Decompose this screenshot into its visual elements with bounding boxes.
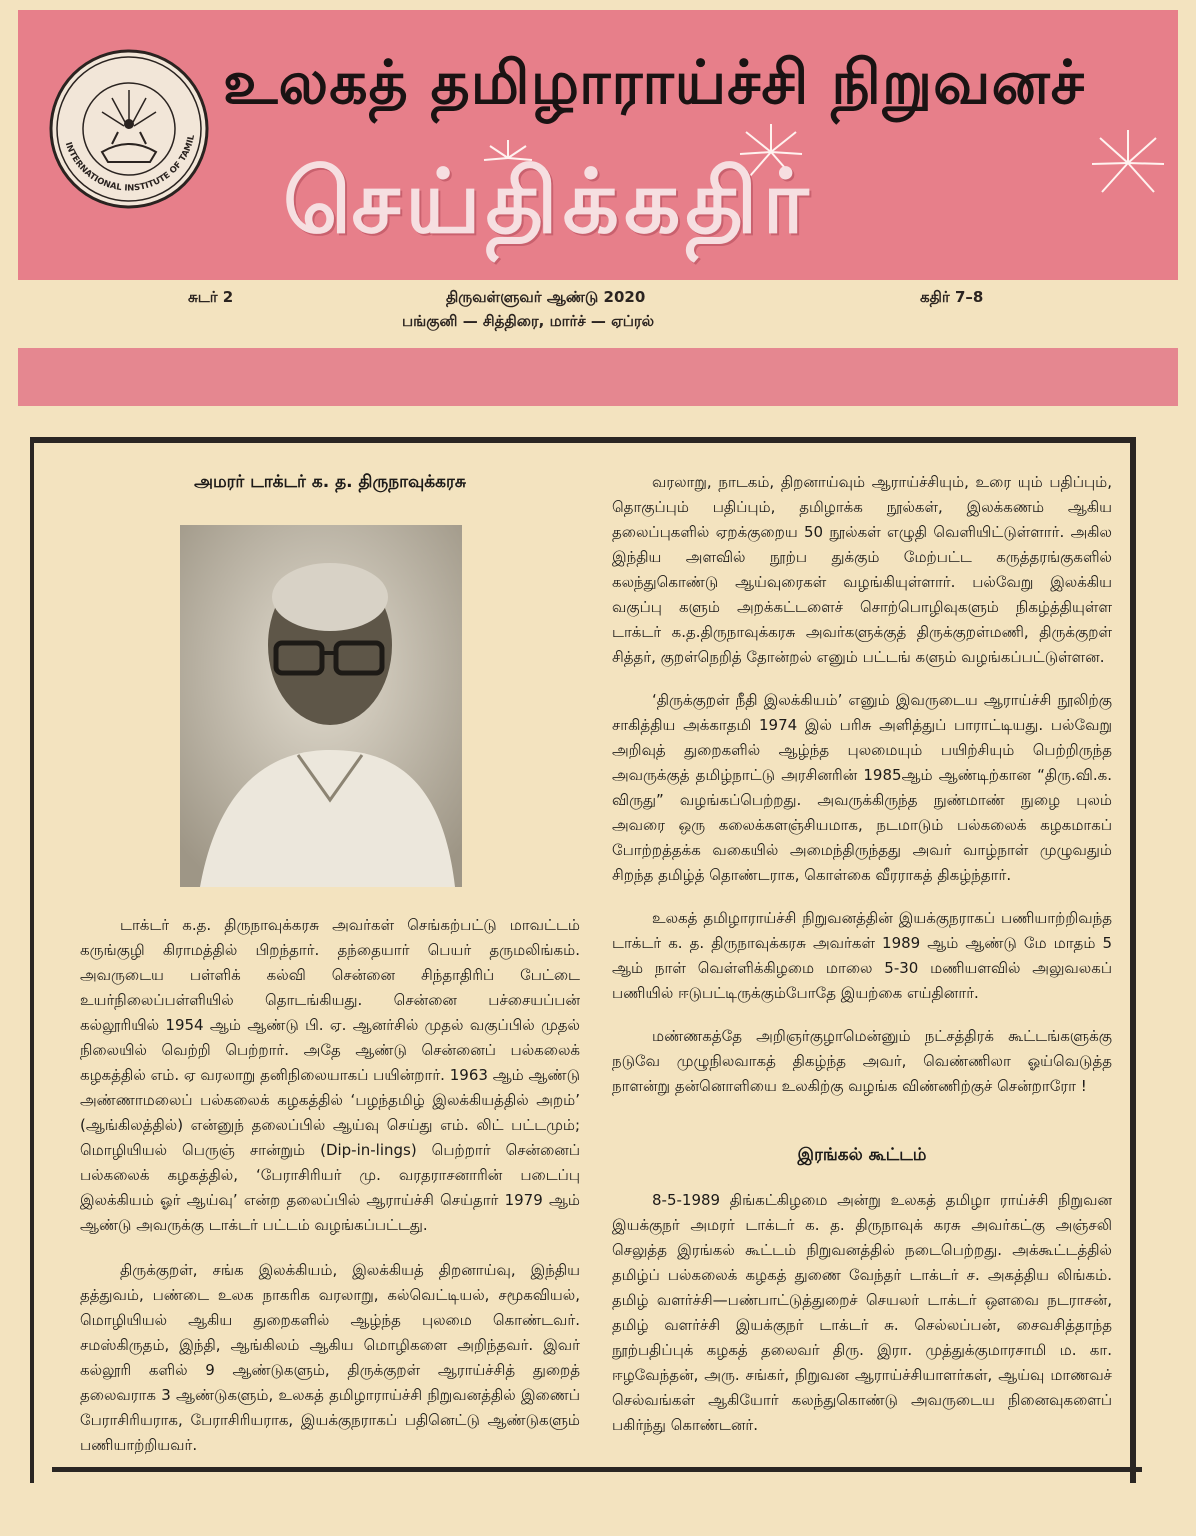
left-column: [80, 913, 580, 1458]
issue-year: திருவள்ளுவர் ஆண்டு 2020: [446, 288, 646, 306]
portrait-photo: [180, 525, 462, 887]
issue-number: கதிர் 7–8: [920, 288, 984, 306]
article-title: அமரர் டாக்டர் க. த. திருநாவுக்கரசு: [194, 472, 466, 492]
bio-paragraph: டாக்டர் க.த. திருநாவுக்கரசு அவர்கள் செங்கற்பட்டு மாவட்டம் கருங்குழி கிராமத்தில் பிறந்தார். தந்தையார் பெயர் தருமலிங்கம். அவருடைய பள்ளிக் கல்வி சென்னை சிந்தாதிரிப் பேட்டை உயர்நிலைப்பள்ளியில் தொடங்கியது. சென்னை பச்சையப்பன் கல்லூரியில் 1954 ஆம் ஆண்டு பி. ஏ. ஆனர்சில் முதல் வகுப்பில் முதல் நிலையில் வெற்றி பெற்றார். அதே ஆண்டு சென்னைப் பல்கலைக் கழகத்தில் எம். ஏ வரலாறு தனிநிலையாகப் பயின்றார். 1963 ஆம் ஆண்டு அண்ணாமலைப் பல்கலைக் கழகத்தில் ‘பழந்தமிழ் இலக்கியத்தில் அறம்’ (ஆங்கிலத்தில்) என்னுந் தலைப்பில் ஆய்வு செய்து எம். லிட் பட்டமும்; மொழியியல் பெருஞ் சான்றும் (Dip-in-lings) பெற்றார் சென்னைப் பல்கலைக் கழகத்தில், ‘பேராசிரியர் மு. வரதராசனாரின் படைப்பு இலக்கியம் ஓர் ஆய்வு’ என்ற தலைப்பில் ஆராய்ச்சி செய்தார் 1979 ஆம் ஆண்டு அவருக்கு டாக்டர் பட்டம் வழங்கப்பட்டது.: [80, 916, 580, 1234]
condolence-heading: இரங்கல் கூட்டம்: [797, 1145, 927, 1165]
svg-text:INTERNATIONAL INSTITUTE OF TAM: INTERNATIONAL INSTITUTE OF TAMIL: [62, 133, 198, 194]
bio-paragraph: வரலாறு, நாடகம், திறனாய்வும் ஆராய்ச்சியும், உரை யும் பதிப்பும், தொகுப்பும் பதிப்பும், தமிழாக்க நூல்கள், இலக்கணம் ஆகிய தலைப்புகளில் ஏறக்குறைய 50 நூல்கள் எழுதி வெளியிட்டுள்ளார். அகில இந்திய அளவில் நூற்ப துக்கும் மேற்பட்ட கருத்தரங்குகளில் கலந்துகொண்டு ஆய்வுரைகள் வழங்கியுள்ளார். பல்வேறு இலக்கிய வகுப்பு களும் அறக்கட்டளைச் சொற்பொழிவுகளும் நிகழ்த்தியுள்ள டாக்டர் க.த.திருநாவுக்கரசு அவர்களுக்குத் திருக்குறள்மணி, திருக்குறள் சித்தர், குறள்நெறித் தோன்றல் எனும் பட்டங் களும் வழங்கப்பட்டுள்ளன.: [612, 473, 1112, 666]
issue-volume: சுடர் 2: [188, 288, 234, 306]
bio-paragraph: உலகத் தமிழாராய்ச்சி நிறுவனத்தின் இயக்குநராகப் பணியாற்றிவந்த டாக்டர் க. த. திருநாவுக்கரசு அவர்கள் 1989 ஆம் ஆண்டு மே மாதம் 5 ஆம் நாள் வெள்ளிக்கிழமை மாலை 5-30 மணியளவில் அலுவலகப் பணியில் ஈடுபட்டிருக்கும்போதே இயற்கை எய்தினார்.: [612, 909, 1112, 1002]
issue-months: பங்குனி — சித்திரை, மார்ச் — ஏப்ரல்: [402, 312, 655, 330]
newsletter-title-line1: உலகத் தமிழாராய்ச்சி நிறுவனச்: [223, 48, 1085, 118]
bio-paragraph: திருக்குறள், சங்க இலக்கியம், இலக்கியத் திறனாய்வு, இந்திய தத்துவம், பண்டை உலக நாகரிக வரலாறு, கல்வெட்டியல், சமூகவியல், மொழியியல் ஆகிய துறைகளில் ஆழ்ந்த புலமை கொண்டவர். சமஸ்கிருதம், இந்தி, ஆங்கிலம் ஆகிய மொழிகளை அறிந்தவர். இவர் கல்லூரி களில் 9 ஆண்டுகளும், திருக்குறள் ஆராய்ச்சித் துறைத் தலைவராக 3 ஆண்டுகளும், உலகத் தமிழாராய்ச்சி நிறுவனத்தில் இணைப் பேராசிரியராக, பேராசிரியராக, இயக்குநராகப் பதினெட்டு ஆண்டுகளும் பணியாற்றியவர்.: [80, 1261, 580, 1454]
condolence-paragraph: 8-5-1989 திங்கட்கிழமை அன்று உலகத் தமிழா ராய்ச்சி நிறுவன இயக்குநர் அமரர் டாக்டர் க. த. திருநாவுக் கரசு அவர்கட்கு அஞ்சலி செலுத்த இரங்கல் கூட்டம் நிறுவனத்தில் நடைபெற்றது. அக்கூட்டத்தில் தமிழ்ப் பல்கலைக் கழகத் துணை வேந்தர் டாக்டர் ச. அகத்திய லிங்கம். தமிழ் வளர்ச்சி—பண்பாட்டுத்துறைச் செயலர் டாக்டர் ஔவை நடராசன், தமிழ் வளர்ச்சி இயக்குநர் டாக்டர் சு. செல்லப்பன், சைவசித்தாந்த நூற்பதிப்புக் கழகத் தலைவர் திரு. இரா. முத்துக்குமாரசாமி ம. கா. ஈழவேந்தன், அரு. சங்கர், நிறுவன ஆராய்ச்சியாளர்கள், ஆய்வு மாணவச் செல்வங்கள் ஆகியோர் கலந்துகொண்டு அவருடைய நினைவுகளைப் பகிர்ந்து கொண்டனர்.: [612, 1191, 1112, 1434]
right-column: [612, 470, 1112, 1099]
bottom-rule: [52, 1467, 1142, 1472]
bio-paragraph: ‘திருக்குறள் நீதி இலக்கியம்’ எனும் இவருடைய ஆராய்ச்சி நூலிற்கு சாகித்திய அக்காதமி 1974 இல் பரிசு அளித்துப் பாராட்டியது. பல்வேறு அறிவுத் துறைகளில் ஆழ்ந்த புலமையும் பயிற்சியும் பெற்றிருந்த அவருக்குத் தமிழ்நாட்டு அரசினரின் 1985ஆம் ஆண்டிற்கான “திரு.வி.க. விருது” வழங்கப்பெற்றது. அவருக்கிருந்த நுண்மாண் நுழை புலம் அவரை ஒரு கலைக்களஞ்சியமாக, நடமாடும் பல்கலைக் கழகமாகப் போற்றத்தக்க வகையில் அமைந்திருந்தது அவர் வாழ்நாள் முழுவதும் சிறந்த தமிழ்த் தொண்டராக, கொள்கை வீரராகத் திகழ்ந்தார்.: [612, 691, 1112, 884]
condolence-section: [612, 1188, 1112, 1438]
newsletter-title-line2: செய்திக்கதிர்: [283, 150, 814, 253]
decorative-band: [18, 348, 1178, 406]
bio-paragraph: மண்ணகத்தே அறிஞர்குழாமென்னும் நட்சத்திரக் கூட்டங்களுக்கு நடுவே முழுநிலவாகத் திகழ்ந்த அவர், வெண்ணிலா ஓய்வெடுத்த நாளன்று தன்னொளியை உலகிற்கு வழங்க விண்ணிற்குச் சென்றாரோ !: [612, 1027, 1112, 1095]
masthead: [18, 10, 1178, 280]
institute-logo: [40, 40, 218, 218]
